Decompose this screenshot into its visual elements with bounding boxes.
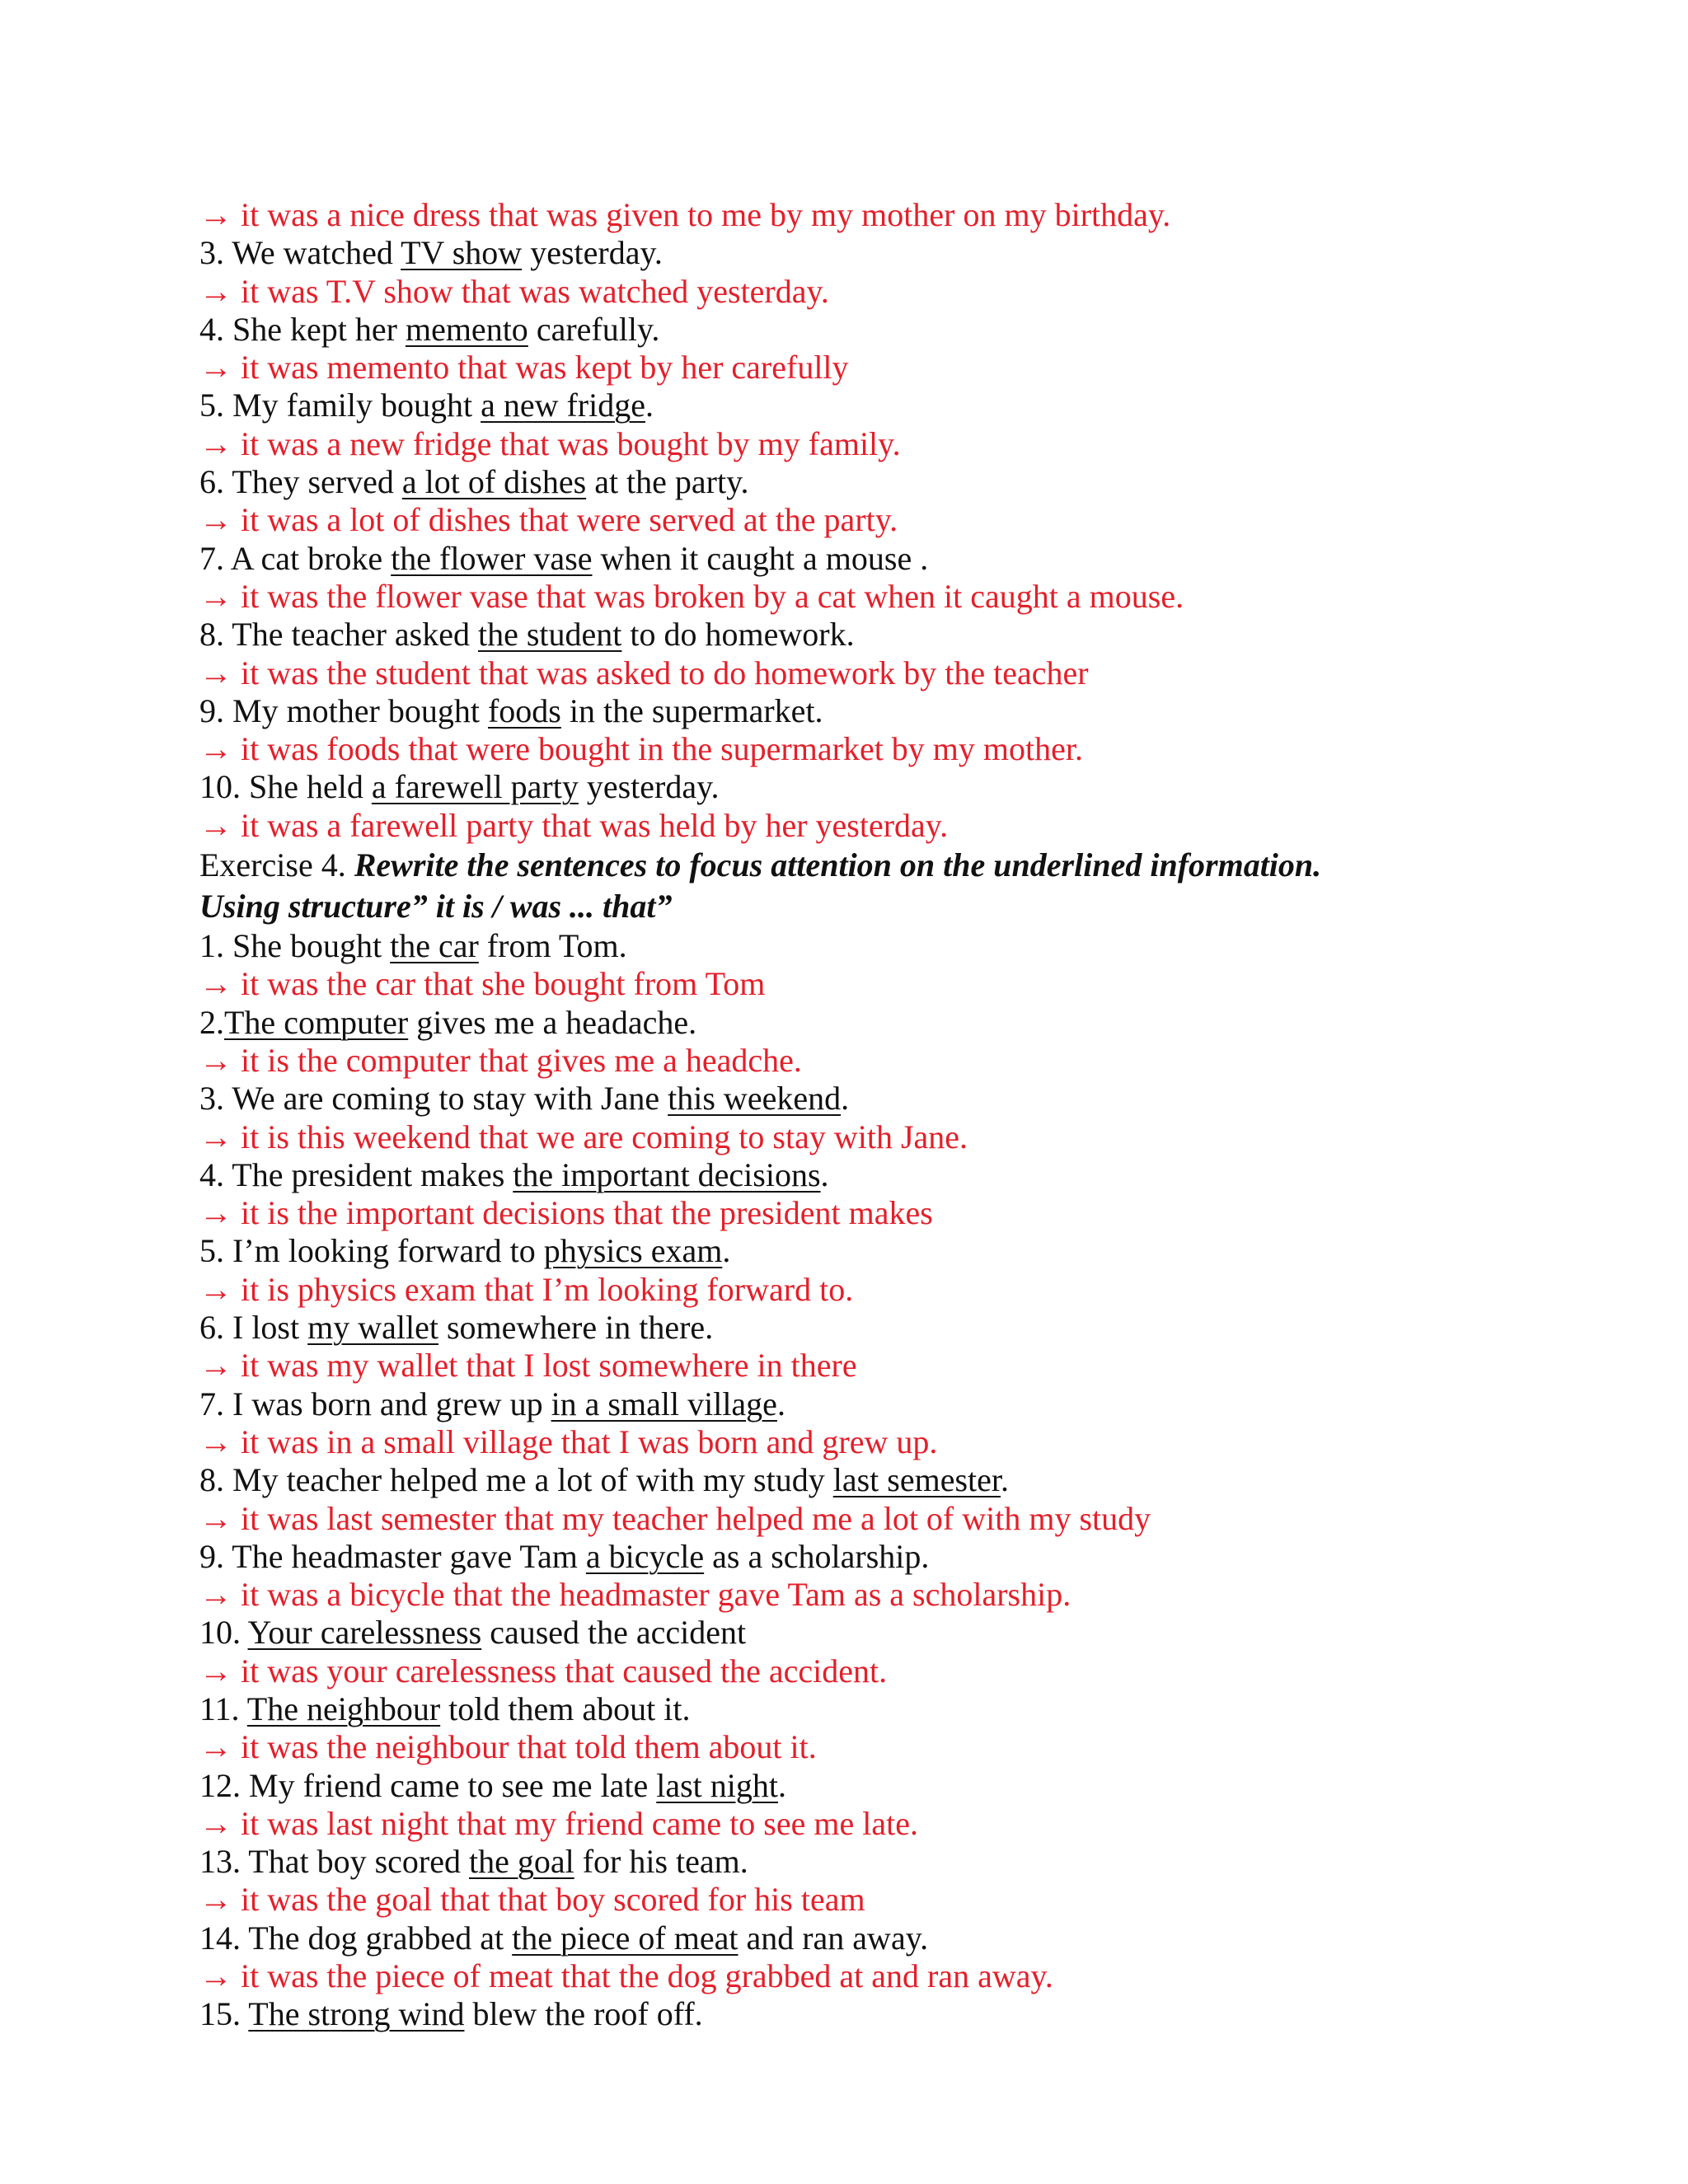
- question-number-gap: [224, 616, 232, 653]
- question-number-gap: [241, 768, 249, 805]
- question-number: 14.: [199, 1919, 241, 1957]
- question-line: [199, 692, 1650, 730]
- question-number: 4.: [199, 1155, 224, 1193]
- question-text: That boy scored: [248, 1843, 469, 1881]
- answer-line: → it is the important decisions that the president makes: [199, 1194, 933, 1232]
- question-line: [199, 1690, 1650, 1728]
- question-number: 7.: [199, 1385, 224, 1422]
- question-line: [199, 1843, 1650, 1881]
- question-line: [199, 1004, 1650, 1042]
- question-text-end: gives me a headache.: [408, 1003, 697, 1041]
- question-text-end: .: [820, 1155, 829, 1193]
- question-line: [199, 540, 1650, 578]
- question-line: [199, 1767, 1650, 1805]
- question-number-gap: [224, 927, 232, 964]
- question-line: [199, 311, 1650, 349]
- question-number-gap: [224, 1309, 232, 1346]
- answer-line: → it was the piece of meat that the dog grabbed at and ran away.: [199, 1957, 1053, 1995]
- question-line: [199, 1156, 1650, 1194]
- question-line: [199, 463, 1650, 501]
- question-number: 10.: [199, 768, 241, 806]
- underlined-phrase: the important decisions: [513, 1155, 821, 1193]
- answer-line: → it was a lot of dishes that were served at the party.: [199, 501, 898, 539]
- question-number-gap: [224, 1461, 232, 1498]
- question-number-gap: [224, 311, 232, 348]
- question-text: They served: [232, 463, 402, 501]
- exercise-4-heading: [199, 845, 1650, 886]
- answer-line: → it was memento that was kept by her carefully: [199, 349, 849, 387]
- answer-line: → it was in a small village that I was born and grew up.: [199, 1422, 938, 1460]
- question-text-end: .: [778, 1766, 787, 1804]
- answer-line: → it was my wallet that I lost somewhere in there: [199, 1347, 857, 1385]
- question-text: My family bought: [232, 387, 481, 424]
- exercise-4-heading-line2: [199, 886, 1650, 927]
- question-line: [199, 768, 1650, 806]
- question-text: She held: [249, 768, 372, 806]
- question-number: 5.: [199, 387, 224, 424]
- question-text-end: .: [776, 1385, 785, 1422]
- question-number-gap: [224, 1538, 232, 1575]
- question-text: She kept her: [232, 310, 406, 348]
- question-text: My friend came to see me late: [249, 1766, 657, 1804]
- question-number: 3.: [199, 234, 224, 272]
- question-number: 12.: [199, 1766, 241, 1804]
- underlined-phrase: a new fridge: [481, 387, 645, 424]
- underlined-phrase: my wallet: [307, 1309, 438, 1347]
- question-text-end: from Tom.: [478, 927, 627, 965]
- question-number-gap: [224, 463, 232, 500]
- answer-line: → it was a new fridge that was bought by my family.: [199, 424, 901, 462]
- question-number-gap: [241, 1843, 248, 1880]
- question-text-end: yesterday.: [578, 768, 720, 806]
- underlined-phrase: memento: [405, 310, 528, 348]
- underlined-phrase: this weekend: [668, 1080, 842, 1118]
- question-number-gap: [224, 1232, 232, 1269]
- underlined-phrase: foods: [487, 691, 561, 729]
- question-line: [199, 1538, 1650, 1576]
- question-line: [199, 1461, 1650, 1499]
- exercise-instruction-line1: Rewrite the sentences to focus attention on the underlined information.: [354, 846, 1322, 884]
- underlined-phrase: The computer: [224, 1003, 409, 1041]
- underlined-phrase: the student: [478, 616, 622, 654]
- question-number: 9.: [199, 691, 224, 729]
- question-number: 2.: [199, 1003, 224, 1041]
- question-line: [199, 234, 1650, 272]
- question-line: [199, 927, 1650, 965]
- question-line: [199, 1309, 1650, 1347]
- question-number: 10.: [199, 1614, 241, 1652]
- question-text-end: .: [645, 387, 654, 424]
- answer-line: → it was the flower vase that was broken by a cat when it caught a mouse.: [199, 577, 1184, 615]
- question-text-end: carefully.: [528, 310, 660, 348]
- question-text: My teacher helped me a lot of with my study: [232, 1461, 833, 1499]
- answer-line: → it was the car that she bought from Tom: [199, 965, 766, 1003]
- question-text-end: somewhere in there.: [438, 1309, 714, 1347]
- answer-line: → it was last semester that my teacher helped me a lot of with my study: [199, 1499, 1151, 1537]
- question-number-gap: [224, 540, 231, 577]
- question-text: The headmaster gave Tam: [232, 1537, 586, 1575]
- question-text: She bought: [232, 927, 391, 965]
- question-text: I was born and grew up: [232, 1385, 551, 1422]
- underlined-phrase: the flower vase: [391, 539, 593, 577]
- question-number: 11.: [199, 1690, 240, 1727]
- question-number: 13.: [199, 1843, 241, 1881]
- question-number: 4.: [199, 310, 224, 348]
- exercise-instruction-line2: Using structure” it is / was ... that”: [199, 888, 673, 926]
- question-number-gap: [224, 692, 232, 729]
- question-line: [199, 1385, 1650, 1423]
- answer-line: → it is physics exam that I’m looking forward to.: [199, 1270, 854, 1308]
- question-text-end: yesterday.: [522, 234, 663, 272]
- question-line: [199, 1614, 1650, 1652]
- underlined-phrase: the goal: [468, 1843, 574, 1881]
- answer-line: → it is the computer that gives me a headche.: [199, 1041, 802, 1079]
- question-number-gap: [241, 1919, 248, 1957]
- underlined-phrase: physics exam: [543, 1232, 723, 1270]
- question-text-end: when it caught a mouse .: [592, 539, 929, 577]
- question-line: [199, 1995, 1650, 2033]
- answer-line: → it was last night that my friend came to see me late.: [199, 1804, 918, 1842]
- question-number-gap: [224, 1156, 232, 1193]
- question-text-end: .: [841, 1080, 850, 1118]
- question-text: A cat broke: [230, 539, 392, 577]
- question-number-gap: [224, 1385, 232, 1422]
- question-line: [199, 387, 1650, 424]
- underlined-phrase: a bicycle: [585, 1537, 705, 1575]
- question-number: 6.: [199, 1309, 224, 1347]
- underlined-phrase: the car: [390, 927, 479, 965]
- underlined-phrase: last night: [656, 1766, 779, 1804]
- question-text-end: for his team.: [574, 1843, 748, 1881]
- answer-line: → it was the goal that that boy scored for his team: [199, 1881, 865, 1919]
- answer-line: → it was T.V show that was watched yesterday.: [199, 272, 829, 310]
- underlined-phrase: The strong wind: [248, 1995, 465, 2033]
- underlined-phrase: the piece of meat: [512, 1919, 738, 1957]
- underlined-phrase: a lot of dishes: [401, 463, 587, 501]
- question-number-gap: [224, 234, 232, 271]
- question-text: We watched: [232, 234, 401, 272]
- exercise-3-list: [199, 234, 1650, 845]
- answer-line: → it was the neighbour that told them about it.: [199, 1728, 817, 1766]
- question-text: My mother bought: [232, 691, 488, 729]
- exercise-label: Exercise 4.: [199, 846, 354, 884]
- question-number: 1.: [199, 927, 224, 965]
- question-number-gap: [241, 1995, 248, 2032]
- question-number: 15.: [199, 1995, 241, 2033]
- underlined-phrase: The neighbour: [246, 1690, 441, 1727]
- question-text-end: .: [1001, 1461, 1009, 1499]
- question-text-end: as a scholarship.: [704, 1537, 930, 1575]
- question-number-gap: [224, 1080, 232, 1117]
- underlined-phrase: in a small village: [551, 1385, 777, 1422]
- question-number-gap: [240, 1690, 247, 1727]
- question-text-end: blew the roof off.: [464, 1995, 703, 2033]
- answer-line: → it was the student that was asked to do homework by the teacher: [199, 654, 1089, 691]
- exercise-4-list: [199, 927, 1650, 2034]
- answer-line: → it was a nice dress that was given to me by my mother on my birthday.: [199, 196, 1171, 233]
- question-text-end: and ran away.: [738, 1919, 929, 1957]
- question-number: 8.: [199, 616, 224, 654]
- question-number: 7.: [199, 539, 224, 577]
- question-number-gap: [241, 1614, 248, 1651]
- question-number: 3.: [199, 1080, 224, 1118]
- underlined-phrase: TV show: [401, 234, 523, 272]
- question-number: 6.: [199, 463, 224, 501]
- question-text: The teacher asked: [232, 616, 478, 654]
- answer-line: → it was your carelessness that caused the accident.: [199, 1652, 888, 1690]
- document-page: [199, 196, 1650, 2034]
- answer-line: → it was a farewell party that was held by her yesterday.: [199, 806, 949, 844]
- underlined-phrase: last semester: [832, 1461, 1001, 1499]
- question-number-gap: [241, 1767, 249, 1804]
- question-text: I’m looking forward to: [232, 1232, 544, 1270]
- question-text-end: to do homework.: [621, 616, 855, 654]
- question-text-end: .: [722, 1232, 731, 1270]
- question-number: 5.: [199, 1232, 224, 1270]
- question-number-gap: [224, 387, 232, 424]
- question-text: The dog grabbed at: [248, 1919, 513, 1957]
- underlined-phrase: a farewell party: [371, 768, 579, 806]
- question-line: [199, 1919, 1650, 1957]
- question-text-end: at the party.: [586, 463, 749, 501]
- question-text-end: in the supermarket.: [560, 691, 823, 729]
- underlined-phrase: Your carelessness: [247, 1614, 482, 1652]
- answer-line: → it was a bicycle that the headmaster gave Tam as a scholarship.: [199, 1576, 1071, 1614]
- question-text: The president makes: [232, 1155, 513, 1193]
- answer-line: → it is this weekend that we are coming to stay with Jane.: [199, 1118, 968, 1155]
- question-line: [199, 1080, 1650, 1118]
- answer-line: → it was foods that were bought in the supermarket by my mother.: [199, 730, 1084, 768]
- question-text: I lost: [232, 1309, 308, 1347]
- question-text: We are coming to stay with Jane: [232, 1080, 668, 1118]
- question-number: 8.: [199, 1461, 224, 1499]
- question-line: [199, 1232, 1650, 1270]
- question-text-end: caused the accident: [481, 1614, 747, 1652]
- question-number: 9.: [199, 1537, 224, 1575]
- question-line: [199, 616, 1650, 654]
- question-text-end: told them about it.: [440, 1690, 691, 1727]
